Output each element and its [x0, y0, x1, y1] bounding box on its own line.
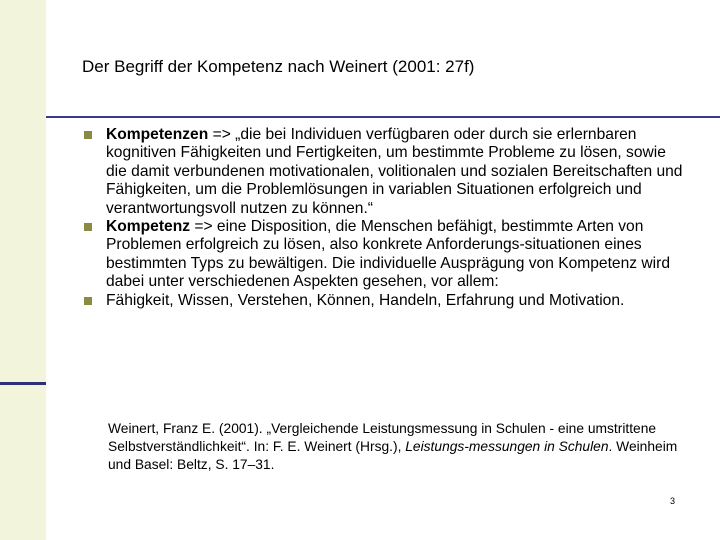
bullet-item-faehigkeit	[84, 292, 684, 310]
left-decorative-bar	[0, 0, 46, 540]
left-divider-line	[0, 382, 46, 385]
bullet-text: => eine Disposition, die Menschen befähigt, bestimmte Arten von Problemen erfolgreich zu lösen, also konkrete Anforderungs-situationen eines bestimmten Typs zu bewältigen. Die individuelle Ausprägung von Kompetenz wird dabei unter verschiedenen Aspekten gesehen, vor allem:	[106, 218, 671, 291]
bullet-term: Kompetenzen	[106, 126, 209, 143]
bullet-item-kompetenzen	[84, 126, 684, 218]
bullet-text: => „die bei Individuen verfügbaren oder durch sie erlernbaren kognitiven Fähigkeiten und Fertigkeiten, um bestimmte Probleme zu lösen, sowie die damit verbundenen motivationalen, volitionalen und sozialen Bereitschaften und Fähigkeiten, um die Problemlösungen in variablen Situationen erfolgreich und verantwortungsvoll nutzen zu können.“	[106, 126, 683, 217]
bullet-term: Kompetenz	[106, 218, 191, 236]
reference-book-title: Leistungs-messungen in Schulen	[405, 439, 609, 454]
page-number: 3	[670, 496, 676, 506]
slide-title: Der Begriff der Kompetenz nach Weinert (2001: 27f)	[82, 57, 475, 76]
reference-text: Weinert, Franz E. (2001). „Vergleichende Leistungsmessung in Schulen - eine umstrittene Selbstverständlichkeit“. In: F. E. Weinert (Hrsg.),	[108, 421, 657, 454]
bullet-list	[84, 126, 684, 310]
bullet-item-kompetenz	[84, 218, 684, 292]
bullet-square-icon	[84, 223, 92, 231]
reference-citation	[108, 420, 683, 474]
bullet-text: Fähigkeit, Wissen, Verstehen, Können, Handeln, Erfahrung und Motivation.	[106, 291, 625, 309]
bullet-square-icon	[84, 297, 92, 305]
title-divider-line	[46, 116, 720, 118]
bullet-square-icon	[84, 131, 92, 139]
reference-publisher: . Weinheim und Basel: Beltz, S. 17–31.	[108, 439, 678, 472]
